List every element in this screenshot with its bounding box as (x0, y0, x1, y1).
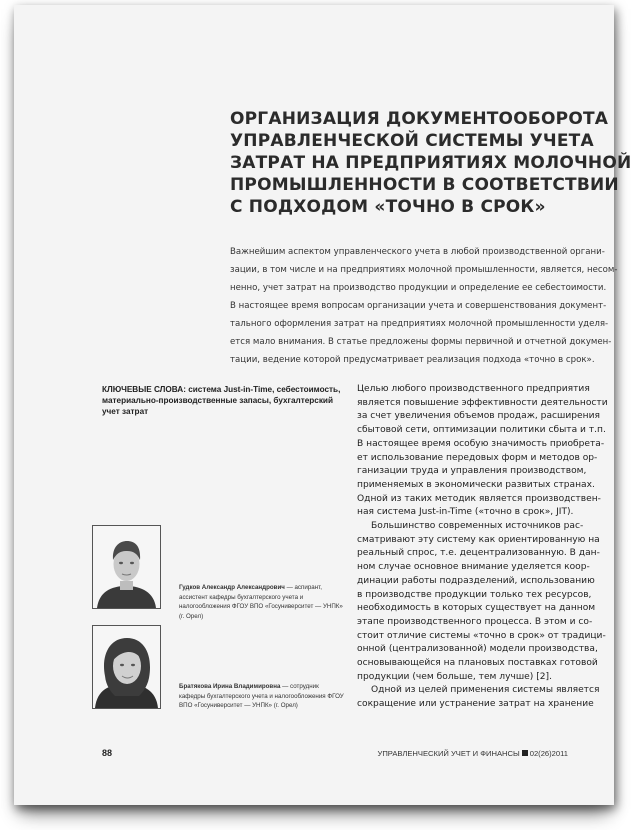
body-line: продукции (чем больше, тем лучше) [2]. (357, 671, 552, 682)
article-title (230, 108, 632, 218)
body-line: сматривают эту систему как ориентированную на (357, 534, 600, 545)
body-line: Большинство современных источников рас- (371, 521, 584, 532)
title-line: С ПОДХОДОМ «ТОЧНО В СРОК» (230, 197, 546, 217)
title-line: ЗАТРАТ НА ПРЕДПРИЯТИЯХ МОЛОЧНОЙ (230, 153, 632, 173)
title-line: ОРГАНИЗАЦИЯ ДОКУМЕНТООБОРОТА (230, 109, 609, 129)
journal-issue: 02(26)2011 (529, 749, 568, 758)
author1-description: — аспирант, ассистент кафедры бухгалтерского учета и налогообложения ФГОУ ВПО «Госуниверситет — УНПК» (г. Орел) (179, 584, 343, 620)
keywords-text: система Just-in-Time, себестоимость, материально-производственные запасы, бухгалтерский учет затрат (102, 385, 341, 416)
journal-name: УПРАВЛЕНЧЕСКИЙ УЧЕТ И ФИНАНСЫ (377, 749, 520, 758)
body-line: сбытовой сети, оптимизации политики сбыта и т.п. (357, 425, 606, 436)
body-line: необходимость в которых существует на данном (357, 603, 596, 614)
body-line: Одной из целей применения системы является (371, 685, 600, 696)
body-line: сокращение или устранение затрат на хранение (357, 699, 594, 710)
author1-portrait-image (93, 526, 160, 608)
author1-name: Гудков Александр Александрович (179, 584, 285, 591)
abstract-line: тального оформления затрат на предприятиях молочной промышленности уделя- (230, 319, 609, 329)
body-line: Одной из таких методик является производствен- (357, 493, 601, 504)
body-line: динации работы подразделений, использованию (357, 575, 595, 586)
body-line: онной (централизованной) модели производства, (357, 644, 598, 655)
body-line: ганизации труда и управления производством, (357, 466, 587, 477)
journal-footer (378, 749, 569, 758)
abstract-line: ненно, учет затрат на производство продукции и определение ее себестоимости. (230, 283, 607, 293)
author1-caption (179, 583, 344, 621)
body-line: Целью любого производственного предприятия (357, 384, 590, 394)
abstract-line: зации, в том числе и на предприятиях молочной промышленности, является, несом- (230, 265, 618, 275)
author2-name: Братякова Ирина Владимировна (179, 683, 281, 690)
author1-photo (92, 525, 161, 609)
journal-page (14, 5, 632, 805)
body-line: В настоящее время особую значимость приобрета- (357, 438, 605, 449)
abstract-line: тации, ведение которой предусматривает реализация подхода «точно в срок». (230, 355, 595, 365)
title-line: ПРОМЫШЛЕННОСТИ В СООТВЕТСТВИИ (230, 175, 619, 195)
body-line: ет использование передовых форм и методов ор- (357, 452, 598, 463)
abstract-line: В настоящее время вопросам организации учета и совершенствования документ- (230, 301, 607, 311)
author2-caption (179, 682, 344, 711)
square-bullet-icon (522, 750, 528, 756)
body-line: за счет увеличения объемов продаж, расширения (357, 411, 600, 422)
body-line: применяемых в экономически развитых странах. (357, 479, 595, 490)
author2-description: — сотрудник кафедры бухгалтерского учета и налогообложения ФГОУ ВПО «Госуниверситет — УНПК» (г. Орел) (179, 683, 344, 709)
abstract-line: Важнейшим аспектом управленческого учета в любой производственной органи- (230, 247, 605, 257)
article-body (357, 383, 608, 712)
page-number: 88 (102, 748, 113, 758)
body-line: ном случае основное внимание уделяется коор- (357, 562, 590, 573)
body-line: стоит отличие системы «точно в срок» от традици- (357, 630, 606, 641)
body-line: является повышение эффективности деятельности (357, 397, 608, 408)
abstract-line: ется мало внимания. В статье предложены формы первичной и отчетной докумен- (230, 337, 612, 347)
body-line: реальный спрос, т.е. децентрализованную. В дан- (357, 548, 600, 559)
keywords-block (102, 384, 342, 417)
body-line: в производстве продукции только тех ресурсов, (357, 589, 592, 600)
keywords-label: КЛЮЧЕВЫЕ СЛОВА: (102, 385, 186, 394)
article-abstract (230, 243, 618, 369)
author2-portrait-image (93, 626, 160, 708)
body-line: этапе производственного процесса. В этом и со- (357, 616, 593, 627)
body-line: основывающейся на плановых поставках готовой (357, 658, 598, 669)
author2-photo (92, 625, 161, 709)
body-line: ная система Just-in-Time («точно в срок», JIT). (357, 507, 574, 518)
title-line: УПРАВЛЕНЧЕСКОЙ СИСТЕМЫ УЧЕТА (230, 131, 594, 151)
